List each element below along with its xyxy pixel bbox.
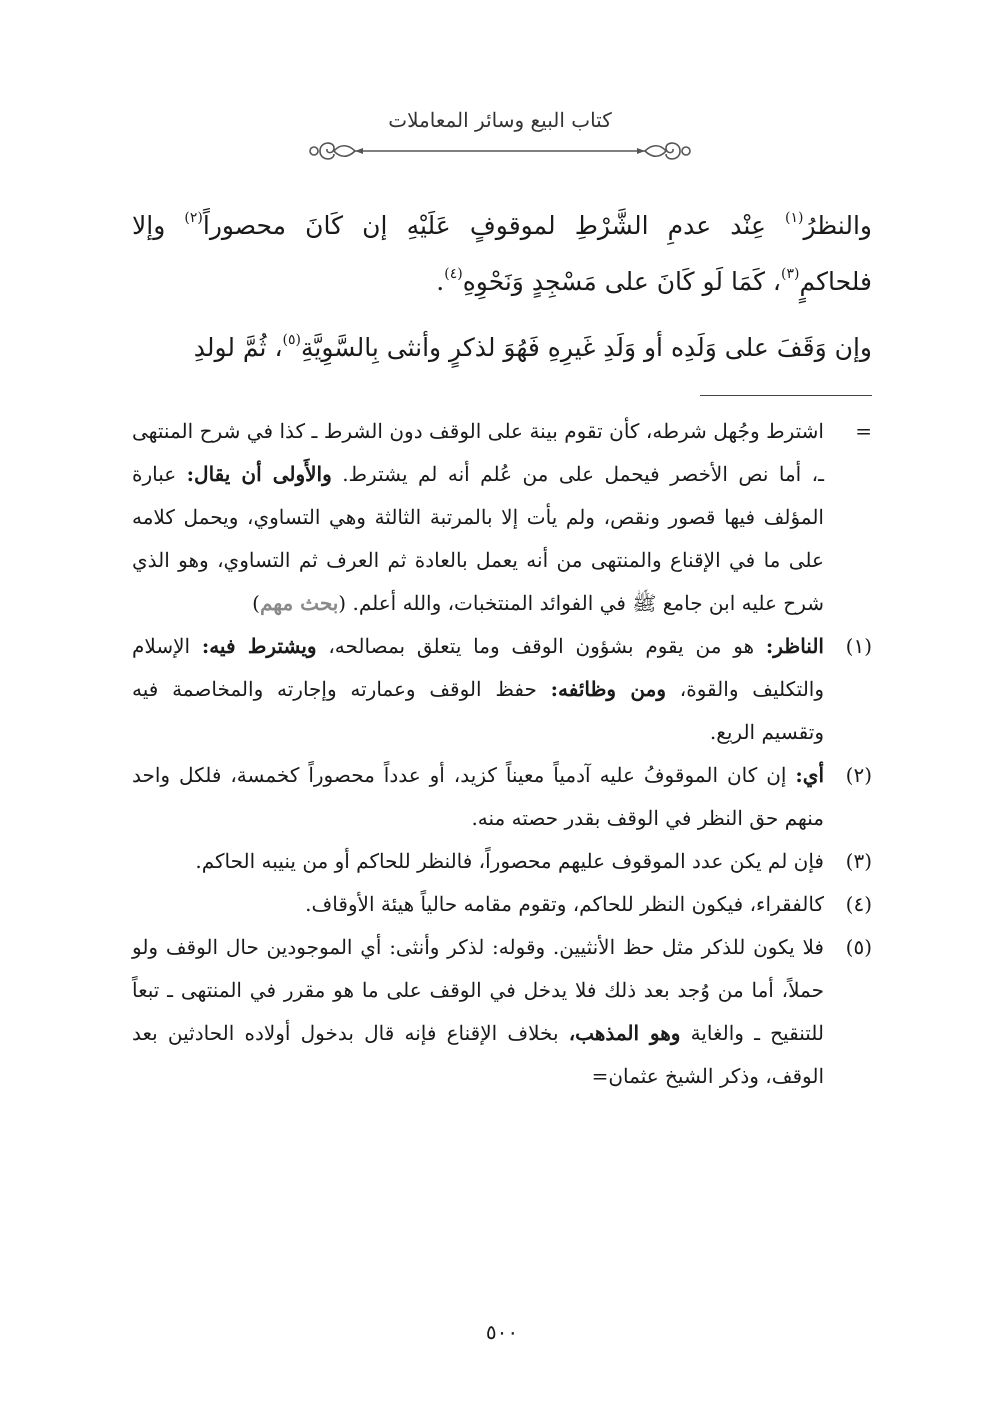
footnote-marker: = [855,419,872,443]
main-text-segment: وإلا فلحاكمٍ [132,211,872,296]
footnote-bold-phrase: أي: [795,763,824,787]
footnote-1 [132,625,872,754]
footnote-number: (٢) [845,763,872,787]
footnote-text: فإن لم يكن عدد الموقوف عليهم محصوراً، فالنظر للحاكم أو من ينيبه الحاكم. [195,849,824,873]
footnote-3 [132,840,872,883]
footnote-segment: هو من يقوم بشؤون الوقف وما يتعلق بمصالحه، [316,634,766,658]
main-text-segment: والنظرُ [803,211,872,240]
header-title: كتاب البيع وسائر المعاملات [388,108,612,132]
footnote-number: (٤) [845,892,872,916]
footnote-bold-phrase: ومن وظائفه: [550,677,667,701]
footnote-text [132,410,824,625]
footnote-number: (٥) [845,935,872,959]
main-text-segment: . [436,267,445,296]
header-ornament-icon [300,136,700,166]
footnote-ref-2: (٢) [184,210,203,226]
main-text-segment: وإن وَقَفَ على وَلَدِه أو وَلَدِ غَيرِهِ فَهُوَ لذكرٍ وأنثى بِالسَّوِيَّةِ [301,333,872,362]
footnote-number: (١) [845,634,872,658]
footnote-bold-phrase: الناظر: [765,634,824,658]
footnotes [132,410,872,1098]
footnote-segment: ) [252,591,260,615]
footnote-text [132,926,824,1098]
footnote-continuation [132,410,872,625]
footnote-bold-phrase: وهو المذهب، [568,1021,681,1045]
footnote-segment: حفظ الوقف وعمارته وإجارته والمخاصمة فيه وتقسيم الريع. [132,677,824,744]
footnote-segment: إن كان الموقوفُ عليه آدمياً معيناً كزيد، أو عدداً محصوراً كخمسة، فلكل واحد منهم حق النظر في الوقف بقدر حصته منه. [132,763,824,830]
important-research-tag: بحث مهم [259,591,339,615]
main-text-segment: ، ثُمَّ لولدِ [193,333,283,362]
footnote-text [132,754,824,840]
footnote-text [132,625,824,754]
footnote-4 [132,883,872,926]
footnote-segment: بخلاف الإقناع فإنه قال بدخول أولاده الحادثين بعد الوقف، وذكر الشيخ عثمان= [132,1021,824,1088]
main-text-segment: عِنْد عدمِ الشَّرْطِ لموقوفٍ عَلَيْهِ إن كَانَ محصوراً [202,211,786,240]
footnote-bold-phrase: ويشترط فيه: [201,634,317,658]
footnote-5 [132,926,872,1098]
footnote-ref-4: (٤) [444,266,463,282]
footnote-segment: اشترط وجُهل شرطه، كأن تقوم بينة على الوقف دون الشرط ـ كذا في شرح المنتهى ـ، أما نص الأخصر فيحمل على من عُلم أنه لم يشترط. [132,419,824,486]
main-text [132,198,872,376]
footnote-segment: فلا يكون للذكر مثل حظ الأنثيين. وقوله: لذكر وأنثى: أي الموجودين حال الوقف ولو حملاً، أما من وُجد بعد ذلك فلا يدخل في الوقف على ما هو مقرر في المنتهى ـ تبعاً للتنقيح ـ والغاية [132,935,824,1045]
main-text-segment: ، كَمَا لَو كَانَ على مَسْجِدٍ وَنَحْوِهِ [462,267,781,296]
footnote-separator [700,395,872,396]
footnote-ref-1: (١) [785,210,804,226]
footnote-ref-5: (٥) [282,332,302,348]
main-paragraph-1 [132,198,872,310]
footnote-segment: عبارة المؤلف فيها قصور ونقص، ولم يأت إلا بالمرتبة الثالثة وهي التساوي، ويحمل كلامه على ما في الإقناع والمنتهى من أنه يعمل بالعادة ثم العرف ثم التساوي، وهو الذي شرح عليه ابن جامع ﷺ في الفوائد المنتخبات، والله أعلم. ( [132,462,824,615]
footnote-number: (٣) [845,849,872,873]
main-paragraph-2 [132,320,872,376]
footnote-bold-phrase: والأَولى أن يقال: [186,462,332,486]
footnote-segment: الإسلام والتكليف والقوة، [132,634,825,701]
page-number: ٥٠٠ [485,1320,519,1344]
footnote-ref-3: (٣) [781,266,800,282]
footnote-2 [132,754,872,840]
footnote-text: كالفقراء، فيكون النظر للحاكم، وتقوم مقامه حالياً هيئة الأوقاف. [305,892,824,916]
